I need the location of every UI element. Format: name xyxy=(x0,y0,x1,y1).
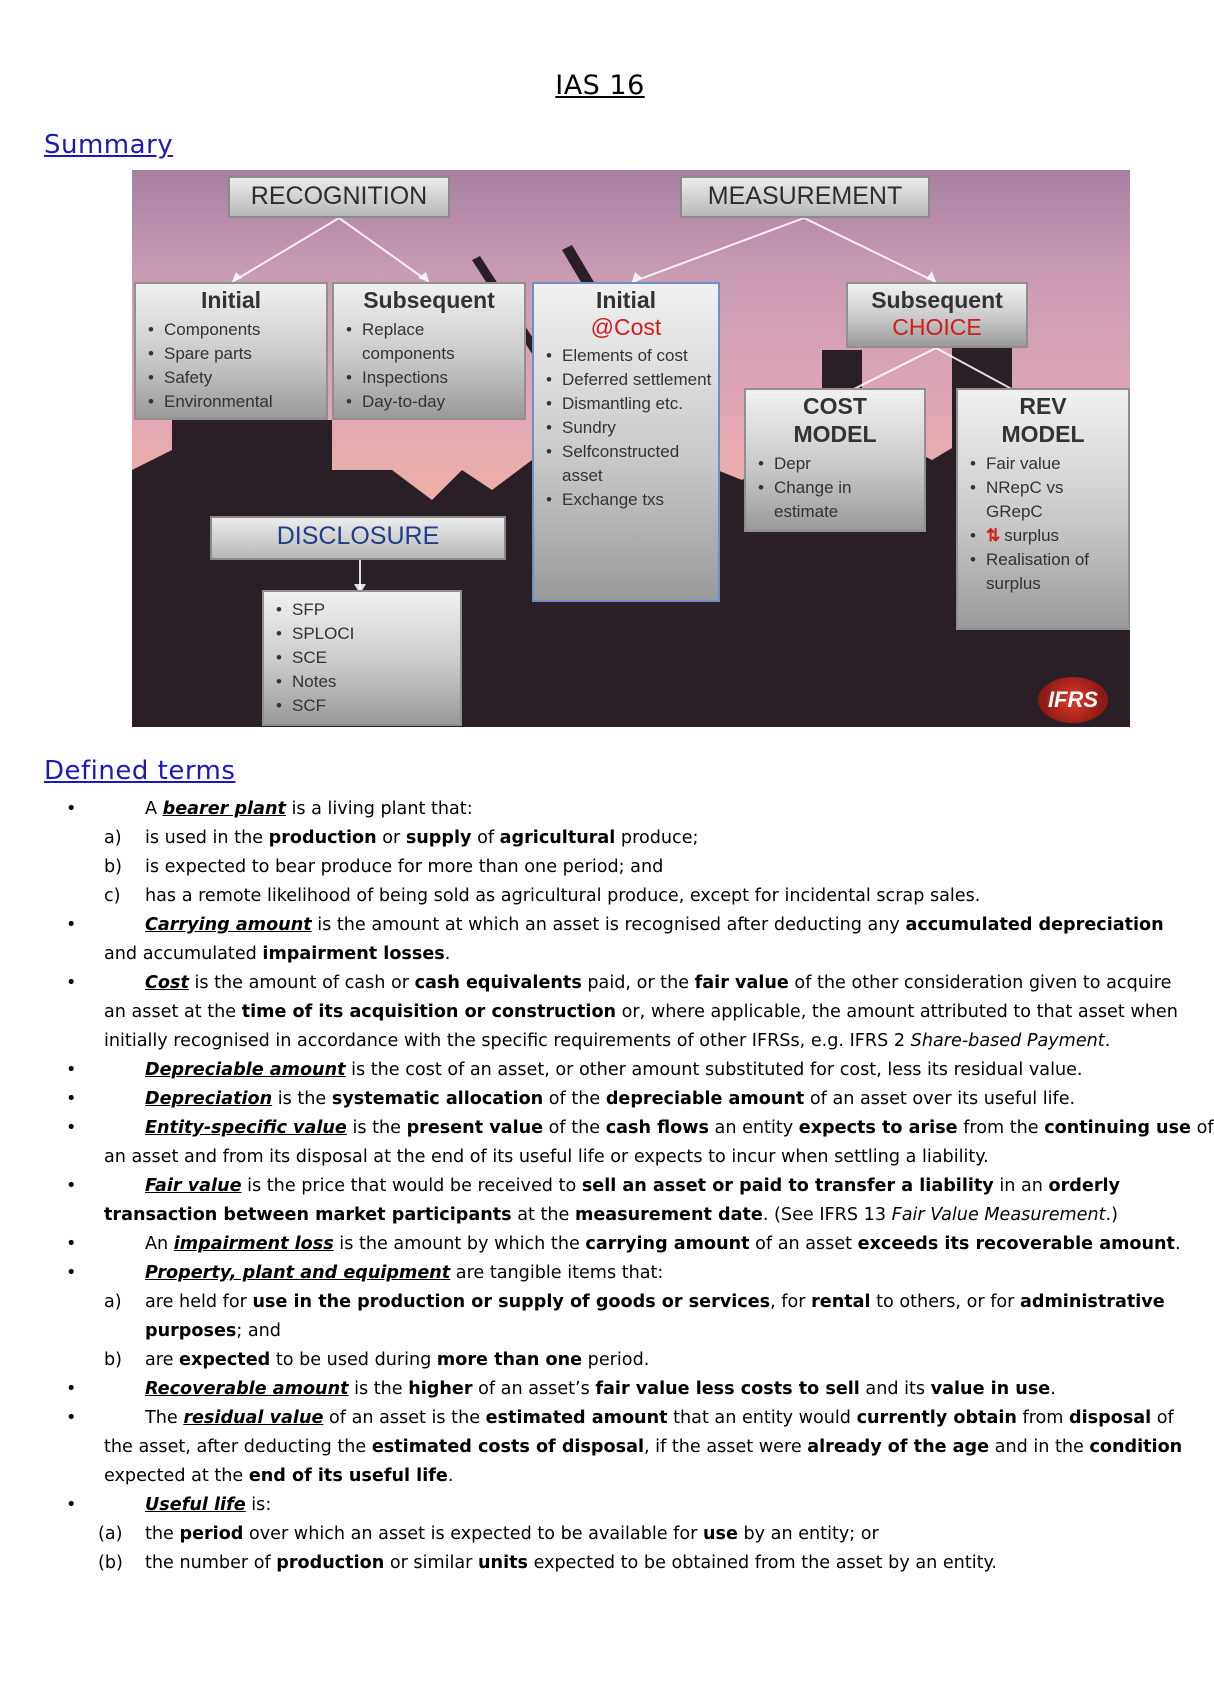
box-subtitle: CHOICE xyxy=(892,314,982,340)
term-impairment-loss: An impairment loss is the amount by which the carrying amount of an asset exceeds its recoverable amount. xyxy=(145,1234,1181,1254)
box-title: Initial xyxy=(200,287,262,313)
term-residual-value: The residual value of an asset is the estimated amount that an entity would currently obtain from disposal of xyxy=(145,1408,1174,1428)
term-fair-value: Fair value is the price that would be received to sell an asset or paid to transfer a liability in an orderly xyxy=(145,1176,1120,1196)
bullet-icon: • xyxy=(66,973,77,993)
box-title: Subsequent xyxy=(871,287,1003,313)
term-continuation: an asset and from its disposal at the end of its useful life or expects to incur when settling a liability. xyxy=(104,1147,989,1167)
list-item: • Components xyxy=(156,318,320,342)
term-depreciation: Depreciation is the systematic allocation of the depreciable amount of an asset over its useful life. xyxy=(145,1089,1076,1109)
defined-terms-heading: Defined terms xyxy=(44,756,236,786)
term-carrying-amount: Carrying amount is the amount at which an asset is recognised after deducting any accumulated depreciation xyxy=(145,915,1164,935)
list-item: • Notes xyxy=(284,670,454,694)
box-title: COST xyxy=(803,393,867,419)
box-title: Subsequent xyxy=(363,287,495,313)
bullet-icon: • xyxy=(66,1176,77,1196)
box-title: REV xyxy=(1019,393,1067,419)
term-entity-specific-value: Entity-specific value is the present value of the cash flows an entity expects to arise from the continuing use of xyxy=(145,1118,1214,1138)
list-item: are held for use in the production or supply of goods or services, for rental to others, or for administrative xyxy=(145,1292,1165,1312)
term-continuation: an asset at the time of its acquisition or construction or, where applicable, the amount attributed to that asset when xyxy=(104,1002,1178,1022)
summary-heading: Summary xyxy=(44,130,174,160)
disclosure-box xyxy=(262,590,462,726)
list-item: • Dismantling etc. xyxy=(554,392,712,416)
list-item: has a remote likelihood of being sold as agricultural produce, except for incidental scrap sales. xyxy=(145,886,981,906)
list-item: the number of production or similar units expected to be obtained from the asset by an entity. xyxy=(145,1553,998,1573)
bullet-icon: • xyxy=(66,1060,77,1080)
bullet-icon: • xyxy=(66,799,77,819)
list-item: • SCE xyxy=(284,646,454,670)
bullet-icon: • xyxy=(66,1379,77,1399)
recognition-header: RECOGNITION xyxy=(228,176,450,218)
list-item: • NRepC vs GRepC xyxy=(978,476,1122,524)
list-item: • Deferred settlement xyxy=(554,368,712,392)
cost-model-box xyxy=(744,388,926,532)
list-item: • Selfconstructed asset xyxy=(554,440,712,488)
list-item: • Depr xyxy=(766,452,918,476)
bullet-icon: • xyxy=(66,1495,77,1515)
rev-model-box xyxy=(956,388,1130,630)
measurement-header: MEASUREMENT xyxy=(680,176,930,218)
term-useful-life: Useful life is: xyxy=(145,1495,272,1515)
list-item: the period over which an asset is expected to be available for use by an entity; or xyxy=(145,1524,879,1544)
up-down-arrows-icon: ⇅ xyxy=(986,526,1001,545)
list-item-label: surplus xyxy=(1004,526,1060,545)
list-item xyxy=(978,524,1122,548)
term-property-plant-equipment: Property, plant and equipment are tangible items that: xyxy=(145,1263,664,1283)
list-item: • Change in estimate xyxy=(766,476,918,524)
list-letter: a) xyxy=(104,828,122,848)
box-title: Initial xyxy=(595,287,657,313)
recognition-subsequent-box xyxy=(332,282,526,420)
bullet-icon: • xyxy=(66,1408,77,1428)
list-item: are expected to be used during more than one period. xyxy=(145,1350,650,1370)
box-title: MODEL xyxy=(1001,421,1085,447)
bullet-icon: • xyxy=(66,1263,77,1283)
recognition-initial-box xyxy=(134,282,328,420)
list-item: • SPLOCI xyxy=(284,622,454,646)
term-continuation: initially recognised in accordance with the specific requirements of other IFRSs, e.g. IFRS 2 Share-based Payment. xyxy=(104,1031,1111,1051)
box-subtitle: @Cost xyxy=(590,314,662,340)
list-letter: a) xyxy=(104,1292,122,1312)
box-title: MODEL xyxy=(793,421,877,447)
term-continuation: expected at the end of its useful life. xyxy=(104,1466,454,1486)
list-item: is expected to bear produce for more than one period; and xyxy=(145,857,664,877)
list-item: • Environmental xyxy=(156,390,320,414)
list-item: • Replace components xyxy=(354,318,518,366)
ifrs-logo: IFRS xyxy=(1038,677,1108,723)
bullet-icon: • xyxy=(66,1118,77,1138)
term-continuation: and accumulated impairment losses. xyxy=(104,944,451,964)
disclosure-header: DISCLOSURE xyxy=(210,516,506,560)
term-bearer-plant: A bearer plant is a living plant that: xyxy=(145,799,473,819)
term-continuation: transaction between market participants at the measurement date. (See IFRS 13 Fair Value Measurement.) xyxy=(104,1205,1119,1225)
term-cost: Cost is the amount of cash or cash equivalents paid, or the fair value of the other consideration given to acquire xyxy=(145,973,1172,993)
list-item: • Spare parts xyxy=(156,342,320,366)
term-recoverable-amount: Recoverable amount is the higher of an asset’s fair value less costs to sell and its value in use. xyxy=(145,1379,1056,1399)
list-item: • Inspections xyxy=(354,366,518,390)
list-item: • Elements of cost xyxy=(554,344,712,368)
bullet-icon: • xyxy=(66,1234,77,1254)
list-letter: c) xyxy=(104,886,121,906)
list-item: is used in the production or supply of agricultural produce; xyxy=(145,828,699,848)
list-item: • Safety xyxy=(156,366,320,390)
list-item: • Exchange txs xyxy=(554,488,712,512)
list-item: • Sundry xyxy=(554,416,712,440)
bullet-icon: • xyxy=(66,915,77,935)
term-depreciable-amount: Depreciable amount is the cost of an asset, or other amount substituted for cost, less its residual value. xyxy=(145,1060,1083,1080)
list-item-continuation: purposes; and xyxy=(145,1321,281,1341)
list-letter: (a) xyxy=(98,1524,123,1544)
page-title: IAS 16 xyxy=(555,70,645,101)
summary-diagram xyxy=(132,170,1130,727)
list-letter: b) xyxy=(104,857,123,877)
measurement-initial-box xyxy=(532,282,720,602)
list-item: • Realisation of surplus xyxy=(978,548,1122,596)
bullet-icon: • xyxy=(66,1089,77,1109)
list-item: • SCF xyxy=(284,694,454,718)
list-letter: b) xyxy=(104,1350,123,1370)
list-item: • Day-to-day xyxy=(354,390,518,414)
term-continuation: the asset, after deducting the estimated costs of disposal, if the asset were already of the age and in the condition xyxy=(104,1437,1183,1457)
list-item: • SFP xyxy=(284,598,454,622)
list-letter: (b) xyxy=(98,1553,123,1573)
measurement-subsequent-box xyxy=(846,282,1028,348)
list-item: • Fair value xyxy=(978,452,1122,476)
